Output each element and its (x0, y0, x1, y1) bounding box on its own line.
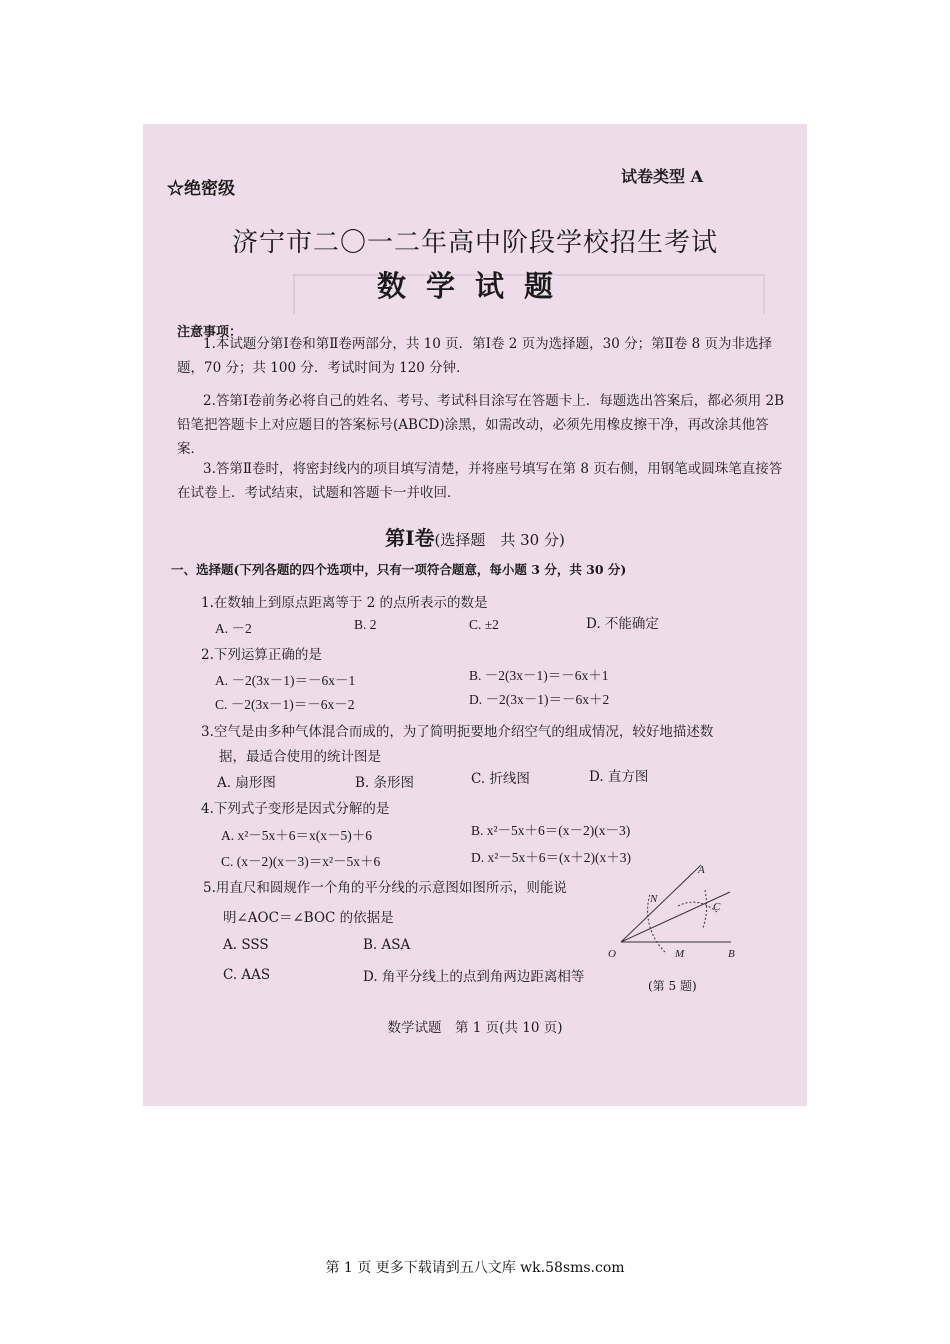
question-2-option-c: C. －2(3x－1)＝－6x－2 (215, 697, 355, 712)
question-3-stem-line-1: 3.空气是由多种气体混合而成的，为了简明扼要地介绍空气的组成情况，较好地描述数 (201, 724, 714, 740)
label-a: A (698, 864, 705, 876)
question-4-option-b: B. x²－5x＋6＝(x－2)(x－3) (471, 823, 631, 838)
question-3-stem-line-2: 据，最适合使用的统计图是 (219, 749, 381, 765)
question-2-option-d: D. －2(3x－1)＝－6x＋2 (469, 692, 610, 707)
secret-level-label: ☆绝密级 (167, 179, 235, 199)
question-1-option-d: D. 不能确定 (586, 616, 659, 632)
question-3-option-a: A. 扇形图 (217, 775, 276, 791)
exam-title: 济宁市二〇一二年高中阶段学校招生考试 (231, 228, 718, 258)
question-4-option-d: D. x²－5x＋6＝(x＋2)(x＋3) (471, 850, 632, 865)
question-3-option-d: D. 直方图 (589, 769, 649, 785)
bisector-oc (621, 892, 730, 942)
question-5-option-b: B. ASA (363, 937, 411, 953)
note-item-1: 1.本试题分第Ⅰ卷和第Ⅱ卷两部分，共 10 页．第Ⅰ卷 2 页为选择题，30 分；第Ⅱ卷 8 页为非选择题，70 分；共 100 分．考试时间为 120 分钟． (177, 336, 772, 376)
question-5-option-c: C. AAS (223, 967, 271, 983)
question-1-option-c: C. ±2 (469, 617, 499, 632)
question-5-stem-line-1: 5.用直尺和圆规作一个角的平分线的示意图如图所示，则能说 (203, 880, 567, 896)
question-4-stem: 4.下列式子变形是因式分解的是 (201, 801, 390, 817)
question-1-option-a: A. －2 (215, 621, 252, 636)
label-o: O (608, 948, 616, 960)
question-2-option-b: B. －2(3x－1)＝－6x＋1 (469, 668, 609, 683)
section-title-main: 第Ⅰ卷 (385, 526, 435, 550)
question-3-option-c: C. 折线图 (471, 771, 530, 787)
question-5-option-a: A. SSS (223, 937, 269, 953)
label-n: N (650, 893, 658, 905)
page-footer: 第 1 页 更多下载请到五八文库 wk.58sms.com (325, 1260, 625, 1276)
ray-oa (621, 865, 701, 942)
label-c: C (713, 901, 721, 913)
question-2-stem: 2.下列运算正确的是 (201, 647, 322, 663)
figure-caption: (第 5 题) (648, 979, 697, 993)
paper-type-label: 试卷类型 A (621, 167, 703, 186)
label-m: M (675, 948, 685, 960)
question-1-stem: 1.在数轴上到原点距离等于 2 的点所表示的数是 (201, 595, 488, 611)
question-4-option-a: A. x²－5x＋6＝x(x－5)＋6 (221, 828, 373, 843)
section-instructions: 一、选择题(下列各题的四个选项中，只有一项符合题意，每小题 3 分，共 30 分) (171, 562, 627, 577)
question-5-stem-line-2: 明∠AOC＝∠BOC 的依据是 (223, 910, 394, 926)
question-3-option-b: B. 条形图 (355, 775, 415, 791)
question-1-option-b: B. 2 (354, 617, 377, 632)
notes-heading: 注意事项： (177, 325, 243, 340)
note-item-3: 3.答第Ⅱ卷时，将密封线内的项目填写清楚，并将座号填写在第 8 页右侧，用钢笔或圆珠笔直接答在试卷上．考试结束，试题和答题卡一并收回． (177, 461, 783, 501)
question-2-option-a: A. －2(3x－1)＝－6x－1 (215, 673, 356, 688)
section-title (143, 522, 807, 551)
arc-from-m (703, 890, 707, 928)
angle-bisector-figure (605, 862, 785, 962)
scanned-exam-page (143, 124, 807, 1106)
question-5-option-d: D. 角平分线上的点到角两边距离相等 (363, 969, 585, 985)
note-item-2: 2.答第Ⅰ卷前务必将自己的姓名、考号、考试科目涂写在答题卡上．每题选出答案后，都必须用 2B 铅笔把答题卡上对应题目的答案标号(ABCD)涂黑，如需改动，必须先用橡皮擦干净，再改涂其他答案． (177, 393, 785, 457)
scan-page-footer: 数学试题 第 1 页(共 10 页) (387, 1020, 563, 1036)
section-subtitle: (选择题 共 30 分) (434, 531, 565, 549)
question-4-option-c: C. (x－2)(x－3)＝x²－5x＋6 (221, 854, 381, 869)
label-b: B (728, 948, 735, 960)
subject-title: 数学试题 (376, 269, 573, 303)
